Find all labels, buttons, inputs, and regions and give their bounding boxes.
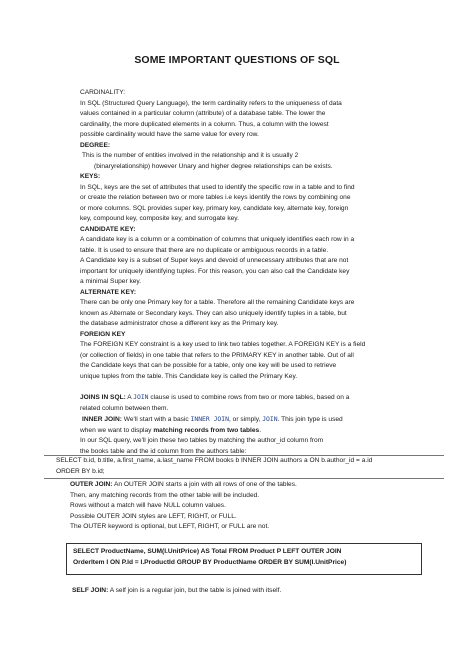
cardinality-line: cardinality, the more duplicated elements in a column. Thus, a column with the lowest — [80, 120, 329, 128]
inner-join-keyword: INNER JOIN — [190, 415, 229, 423]
foreign-key-line: unique tuples from the table. This Candidate key is called the Primary Key. — [80, 372, 298, 380]
candidate-key-line: A Candidate key is a subset of Super keys and devoid of unnecessary attributes that are not — [80, 257, 349, 264]
candidate-key-line: A candidate key is a column or a combination of columns that uniquely identifies each row in a — [80, 236, 355, 243]
page-title: SOME IMPORTANT QUESTIONS OF SQL — [134, 54, 340, 66]
inner-join-line: the books table and the id column from the authors table: — [80, 447, 247, 455]
sql-example-line: ORDER BY b.id; — [56, 467, 105, 475]
joins-section — [80, 392, 420, 457]
outer-join-section — [70, 480, 430, 533]
divider — [44, 478, 444, 479]
sql-example — [56, 456, 446, 477]
code-line: OrderItem I ON P.Id = I.ProductId GROUP BY ProductName ORDER BY SUM(I.UnitPrice) — [73, 558, 347, 566]
outer-join-line: The OUTER keyword is optional, but LEFT, RIGHT, or FULL are not. — [70, 523, 270, 530]
join-keyword: JOIN — [262, 415, 278, 423]
inner-join-text: We'll start with a basic — [121, 416, 191, 423]
foreign-key-line: The FOREIGN KEY constraint is a key used to link two tables together. A FOREIGN KEY is a field — [80, 341, 366, 348]
keys-line: In SQL, keys are the set of attributes that used to identify the specific row in a table and to find — [80, 183, 355, 191]
inner-join-emphasis: matching records from two tables — [153, 426, 260, 434]
cardinality-heading: CARDINALITY: — [80, 89, 126, 96]
inner-join-text: , or simply, — [228, 416, 263, 423]
join-keyword: JOIN — [133, 393, 149, 401]
inner-join-text: . — [259, 426, 262, 434]
keys-heading: KEYS: — [80, 173, 101, 180]
keys-line: key, compound key, composite key, and surrogate key. — [80, 215, 239, 222]
degree-heading: DEGREE: — [80, 141, 111, 149]
candidate-key-line: table. It is used to ensure that there are no duplicate or ambiguous records in a table. — [80, 246, 329, 254]
outer-join-line: Possible OUTER JOIN styles are LEFT, RIGHT, or FULL. — [70, 512, 237, 520]
outer-join-code-box — [66, 543, 422, 575]
alternate-key-line: known as Alternate or Secondary keys. They can also uniquely identify tuples in a table, but — [80, 309, 347, 317]
inner-join-heading: INNER JOIN: — [82, 416, 122, 423]
cardinality-line: possible cardinality would have the same value for every row. — [80, 131, 259, 138]
alternate-key-line: the database administrator chose a different key as the Primary key. — [80, 320, 279, 327]
self-join-text: A self join is a regular join, but the table is joined with itself. — [108, 587, 282, 594]
candidate-key-heading: CANDIDATE KEY: — [80, 225, 136, 233]
alternate-key-line: There can be only one Primary key for a table. Therefore all the remaining Candidate keys are — [80, 299, 355, 306]
foreign-key-line: (or collection of fields) in one table that refers to the PRIMARY KEY in another table. Out of all — [80, 351, 354, 359]
self-join-section — [72, 586, 432, 597]
code-line: SELECT ProductName, SUM(I.UnitPrice) AS Total FROM Product P LEFT OUTER JOIN — [73, 548, 342, 555]
keys-line: or more columns. SQL provides super key, primary key, candidate key, alternate key, foreign — [80, 204, 349, 212]
joins-heading: JOINS IN SQL: — [80, 394, 126, 401]
degree-line: This is the number of entities involved in the relationship and it is usually 2 — [82, 152, 299, 159]
joins-intro-text: A — [125, 394, 134, 401]
candidate-key-line: a minimal Super key. — [80, 278, 142, 285]
definitions-section — [80, 88, 420, 382]
inner-join-text: . This join type is used — [277, 416, 343, 423]
cardinality-line: In SQL (Structured Query Language), the term cardinality refers to the uniqueness of data — [80, 99, 342, 107]
candidate-key-line: important for uniquely identifying tuples. For this reason, you can also call the Candidate key — [80, 267, 350, 275]
outer-join-line: Rows without a match will have NULL column values. — [70, 502, 226, 509]
joins-intro-line: related column between them. — [80, 404, 169, 412]
inner-join-line: In our SQL query, we'll join these two tables by matching the author_id column from — [80, 437, 324, 444]
alternate-key-heading: ALTERNATE KEY: — [80, 288, 137, 296]
outer-join-heading: OUTER JOIN: — [70, 481, 113, 488]
self-join-heading: SELF JOIN: — [72, 587, 109, 594]
foreign-key-line: the Candidate keys that can be possible for a table, only one key will be used to retrieve — [80, 362, 337, 369]
degree-line: (binaryrelationship) however Unary and higher degree relationships can be exists. — [94, 162, 333, 170]
foreign-key-heading: FOREIGN KEY — [80, 330, 126, 338]
inner-join-text: when we want to display — [80, 426, 154, 434]
outer-join-text: An OUTER JOIN starts a join with all rows of one of the tables. — [112, 481, 297, 488]
keys-line: or create the relation between two or more tables i.e keys identify the rows by combining one — [80, 194, 351, 201]
sql-example-line: SELECT b.id, b.title, a.first_name, a.last_name FROM books b INNER JOIN authors a ON b.author_id = a.id — [56, 457, 373, 464]
outer-join-line: Then, any matching records from the other table will be included. — [70, 491, 260, 499]
cardinality-line: values contained in a particular column (attribute) of a database table. The lower the — [80, 110, 326, 117]
joins-intro-text: clause is used to combine rows from two or more tables, based on a — [148, 394, 350, 401]
